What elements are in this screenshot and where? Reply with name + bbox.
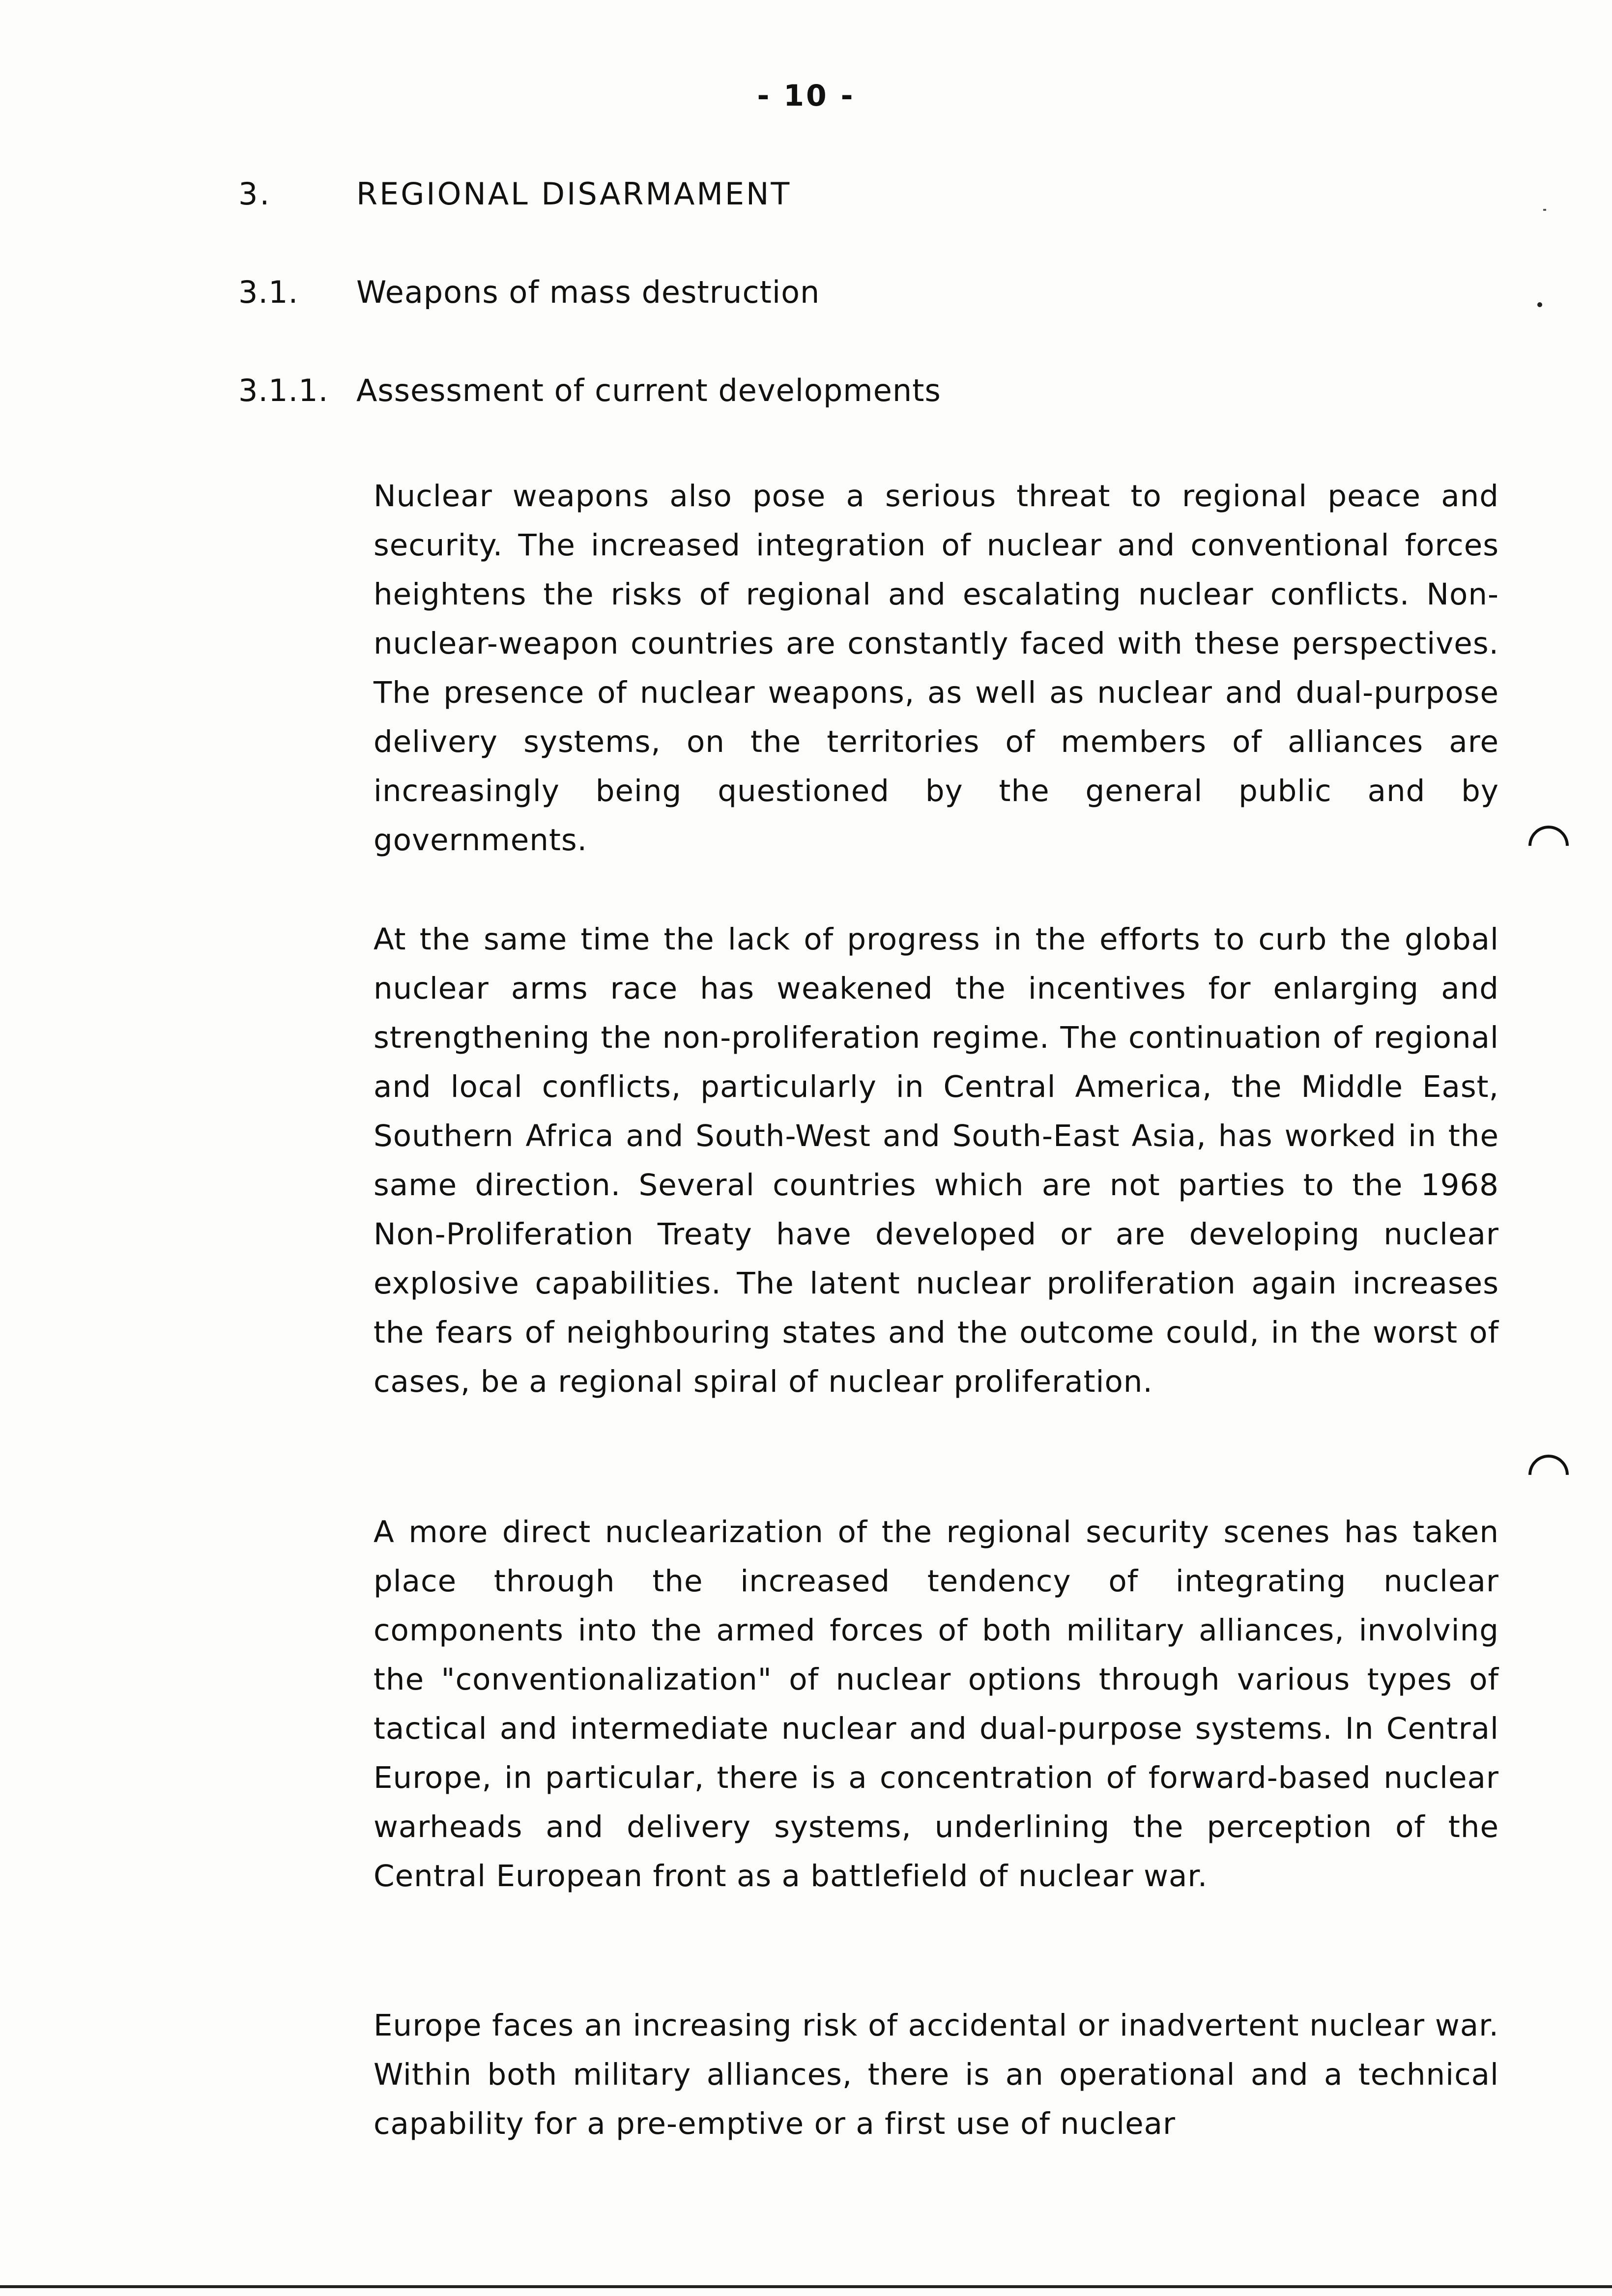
paragraph-1: [374, 472, 1499, 865]
subsubsection-title: Assessment of current developments: [356, 373, 941, 408]
section-heading: [238, 174, 791, 214]
margin-speck: [1543, 209, 1546, 211]
punch-hole-mark: [1520, 1446, 1577, 1503]
paragraph-2: [374, 915, 1499, 1406]
subsection-number: 3.1.: [238, 274, 299, 310]
subsection-heading: [238, 273, 820, 312]
section-number: 3.: [238, 176, 272, 212]
page-bottom-edge: [0, 2285, 1612, 2288]
paragraph-3: [374, 1508, 1499, 1901]
punch-hole-mark: [1520, 817, 1577, 874]
subsection-title: Weapons of mass destruction: [356, 274, 820, 310]
section-title: REGIONAL DISARMAMENT: [356, 176, 792, 212]
paragraph-text: At the same time the lack of progress in the efforts to curb the global nuclear arms race has weakened the incentives for enlarging and strengthening the non-proliferation regime. The continuation of regional and local conflicts, particularly in Central America, the Middle East, Southern Africa and South-West and South-East Asia, has worked in the same direction. Several countries which are not parties to the 1968 Non-Proliferation Treaty have developed or are developing nuclear explosive capabilities. The latent nuclear proliferation again increases the fears of neighbouring states and the outcome could, in the worst of cases, be a regional spiral of nuclear proliferation.: [374, 922, 1499, 1399]
paragraph-4: [374, 2001, 1499, 2149]
paragraph-text: A more direct nuclearization of the regional security scenes has taken place through the increased tendency of integrating nuclear components into the armed forces of both military alliances, involving the "conventionalization" of nuclear options through various types of tactical and intermediate nuclear and dual-purpose systems. In Central Europe, in particular, there is a concentration of forward-based nuclear warheads and delivery systems, underlining the perception of the Central European front as a battlefield of nuclear war.: [374, 1515, 1499, 1894]
page-number: - 10 -: [757, 79, 855, 113]
margin-speck: [1537, 302, 1542, 307]
paragraph-text: Europe faces an increasing risk of accidental or inadvertent nuclear war. Within both military alliances, there is an operational and a technical capability for a pre-emptive or a first use of nuclear: [374, 2008, 1499, 2141]
subsubsection-heading: [238, 371, 941, 410]
subsubsection-number: 3.1.1.: [238, 373, 329, 408]
paragraph-text: Nuclear weapons also pose a serious threat to regional peace and security. The increased integration of nuclear and conventional forces heightens the risks of regional and escalating nuclear conflicts. Non-nuclear-weapon countries are constantly faced with these perspectives. The presence of nuclear weapons, as well as nuclear and dual-purpose delivery systems, on the territories of members of alliances are increasingly being questioned by the general public and by governments.: [374, 479, 1499, 858]
